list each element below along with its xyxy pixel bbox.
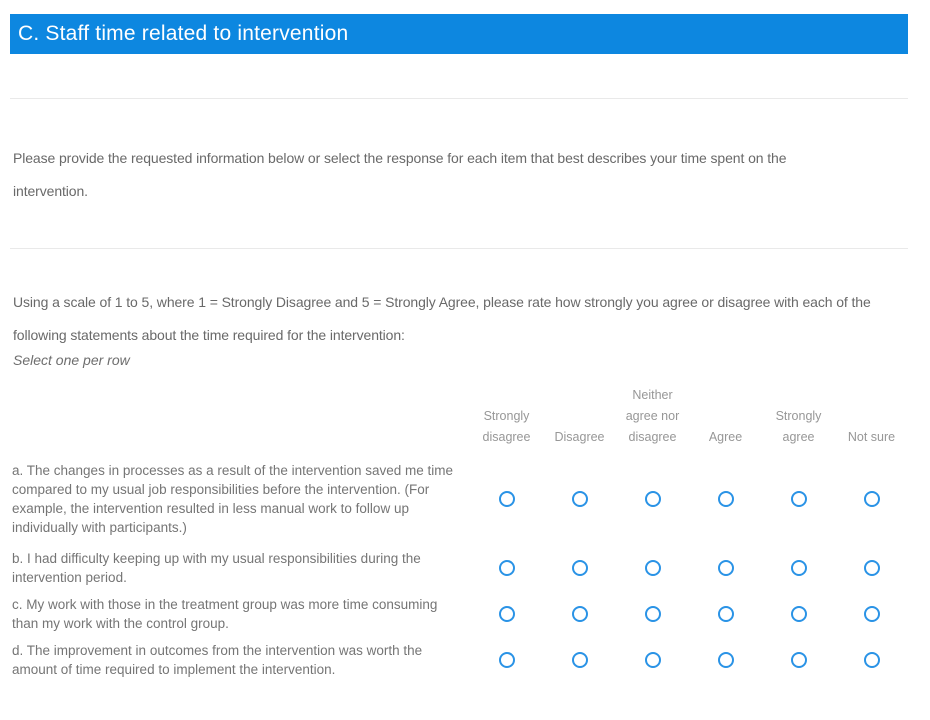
radio-c-neither[interactable]	[645, 606, 661, 622]
radio-b-disagree[interactable]	[572, 560, 588, 576]
radio-a-not-sure[interactable]	[864, 491, 880, 507]
radio-d-agree[interactable]	[718, 652, 734, 668]
column-header-strongly-disagree: Strongly disagree	[482, 409, 531, 444]
radio-a-agree[interactable]	[718, 491, 734, 507]
column-header-not-sure: Not sure	[847, 430, 896, 444]
column-header-disagree: Disagree	[554, 430, 605, 444]
radio-b-strongly-disagree[interactable]	[499, 560, 515, 576]
radio-group-b	[470, 560, 908, 576]
radio-d-strongly-agree[interactable]	[791, 652, 807, 668]
radio-c-strongly-agree[interactable]	[791, 606, 807, 622]
radio-a-strongly-agree[interactable]	[791, 491, 807, 507]
radio-b-neither[interactable]	[645, 560, 661, 576]
matrix-row-d	[12, 641, 908, 679]
radio-d-neither[interactable]	[645, 652, 661, 668]
matrix-column-headers	[470, 386, 908, 448]
matrix-row-b	[12, 549, 908, 587]
row-label-d: d. The improvement in outcomes from the intervention was worth the amount of time required to implement the intervention.	[12, 643, 423, 677]
radio-a-disagree[interactable]	[572, 491, 588, 507]
matrix-row-c	[12, 595, 908, 633]
radio-d-disagree[interactable]	[572, 652, 588, 668]
radio-b-not-sure[interactable]	[864, 560, 880, 576]
section-title: C. Staff time related to intervention	[18, 22, 349, 45]
matrix-row-a	[12, 461, 908, 537]
radio-a-neither[interactable]	[645, 491, 661, 507]
radio-c-agree[interactable]	[718, 606, 734, 622]
column-header-strongly-agree: Strongly agree	[775, 409, 822, 444]
section-header-bar	[10, 14, 908, 54]
row-label-b: b. I had difficulty keeping up with my usual responsibilities during the intervention period.	[12, 551, 421, 585]
divider	[10, 248, 908, 249]
intro-text: Please provide the requested information below or select the response for each item that best describes your time spent on the intervention.	[13, 150, 787, 199]
column-header-neither: Neither agree nor disagree	[625, 388, 680, 444]
row-label-a: a. The changes in processes as a result of the intervention saved me time compared to my usual job responsibilities before the intervention. (For example, the intervention resulted in less manual work to follow up individually with participants.)	[12, 463, 453, 535]
radio-b-agree[interactable]	[718, 560, 734, 576]
radio-c-disagree[interactable]	[572, 606, 588, 622]
radio-a-strongly-disagree[interactable]	[499, 491, 515, 507]
row-label-c: c. My work with those in the treatment group was more time consuming than my work with the control group.	[12, 597, 438, 631]
column-header-agree: Agree	[708, 430, 743, 444]
radio-c-strongly-disagree[interactable]	[499, 606, 515, 622]
question-prompt: Using a scale of 1 to 5, where 1 = Strongly Disagree and 5 = Strongly Agree, please rate how strongly you agree or disagree with each of the following statements about the time required for the intervention:	[13, 294, 871, 343]
radio-c-not-sure[interactable]	[864, 606, 880, 622]
radio-group-d	[470, 652, 908, 668]
radio-b-strongly-agree[interactable]	[791, 560, 807, 576]
radio-group-a	[470, 491, 908, 507]
radio-group-c	[470, 606, 908, 622]
radio-d-not-sure[interactable]	[864, 652, 880, 668]
radio-d-strongly-disagree[interactable]	[499, 652, 515, 668]
divider	[10, 98, 908, 99]
question-instruction: Select one per row	[13, 352, 130, 368]
